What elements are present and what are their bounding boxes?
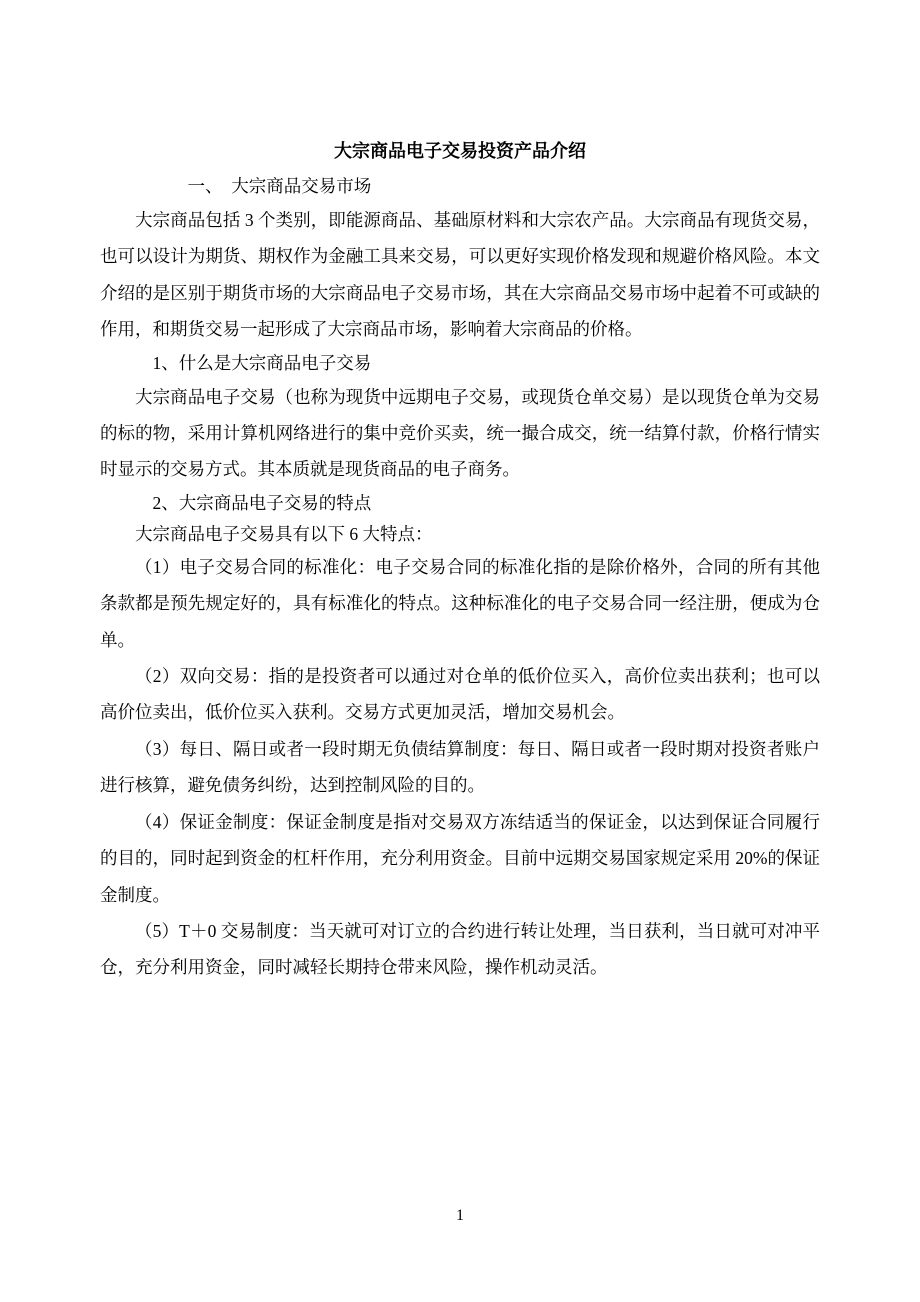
section-heading-market: 一、 大宗商品交易市场 xyxy=(187,176,372,196)
feature-item-3-settlement-system: （3）每日、隔日或者一段时期无负债结算制度：每日、隔日或者一段时期对投资者账户进行核算，避免债务纠纷，达到控制风险的目的。 xyxy=(100,738,820,796)
subheading-etrading-features: 2、大宗商品电子交易的特点 xyxy=(152,492,372,513)
paragraph-etrading-definition: 大宗商品电子交易（也称为现货中远期电子交易，或现货仓单交易）是以现货仓单为交易的标的物，采用计算机网络进行的集中竞价买卖，统一撮合成交，统一结算付款，价格行情实时显示的交易方式。其本质就是现货商品的电子商务。 xyxy=(100,386,820,480)
feature-item-5-t-plus-0: （5）T＋0 交易制度：当天就可对订立的合约进行转让处理，当日获利，当日就可对冲平仓，充分利用资金，同时减轻长期持仓带来风险，操作机动灵活。 xyxy=(100,920,820,978)
feature-item-1-standardization: （1）电子交易合同的标准化：电子交易合同的标准化指的是除价格外，合同的所有其他条款都是预先规定好的，具有标准化的特点。这种标准化的电子交易合同一经注册，便成为仓单。 xyxy=(100,556,820,650)
feature-item-4-margin-system: （4）保证金制度：保证金制度是指对交易双方冻结适当的保证金，以达到保证合同履行的目的，同时起到资金的杠杆作用，充分利用资金。目前中远期交易国家规定采用 20%的保证金制度。 xyxy=(100,811,820,905)
subheading-what-is-etrading: 1、什么是大宗商品电子交易 xyxy=(152,352,372,373)
document-title: 大宗商品电子交易投资产品介绍 xyxy=(334,141,586,161)
feature-item-2-two-way-trading: （2）双向交易：指的是投资者可以通过对仓单的低价位买入，高价位卖出获利；也可以高价位卖出，低价位买入获利。交易方式更加灵活，增加交易机会。 xyxy=(100,666,820,723)
paragraph-market-intro: 大宗商品包括 3 个类别，即能源商品、基础原材料和大宗农产品。大宗商品有现货交易，也可以设计为期货、期权作为金融工具来交易，可以更好实现价格发现和规避价格风险。本文介绍的是区别于期货市场的大宗商品电子交易市场，其在大宗商品交易市场中起着不可或缺的作用，和期货交易一起形成了大宗商品市场，影响着大宗商品的价格。 xyxy=(100,210,820,340)
paragraph-features-lead: 大宗商品电子交易具有以下 6 大特点： xyxy=(135,523,433,544)
page-number: 1 xyxy=(456,1207,464,1224)
